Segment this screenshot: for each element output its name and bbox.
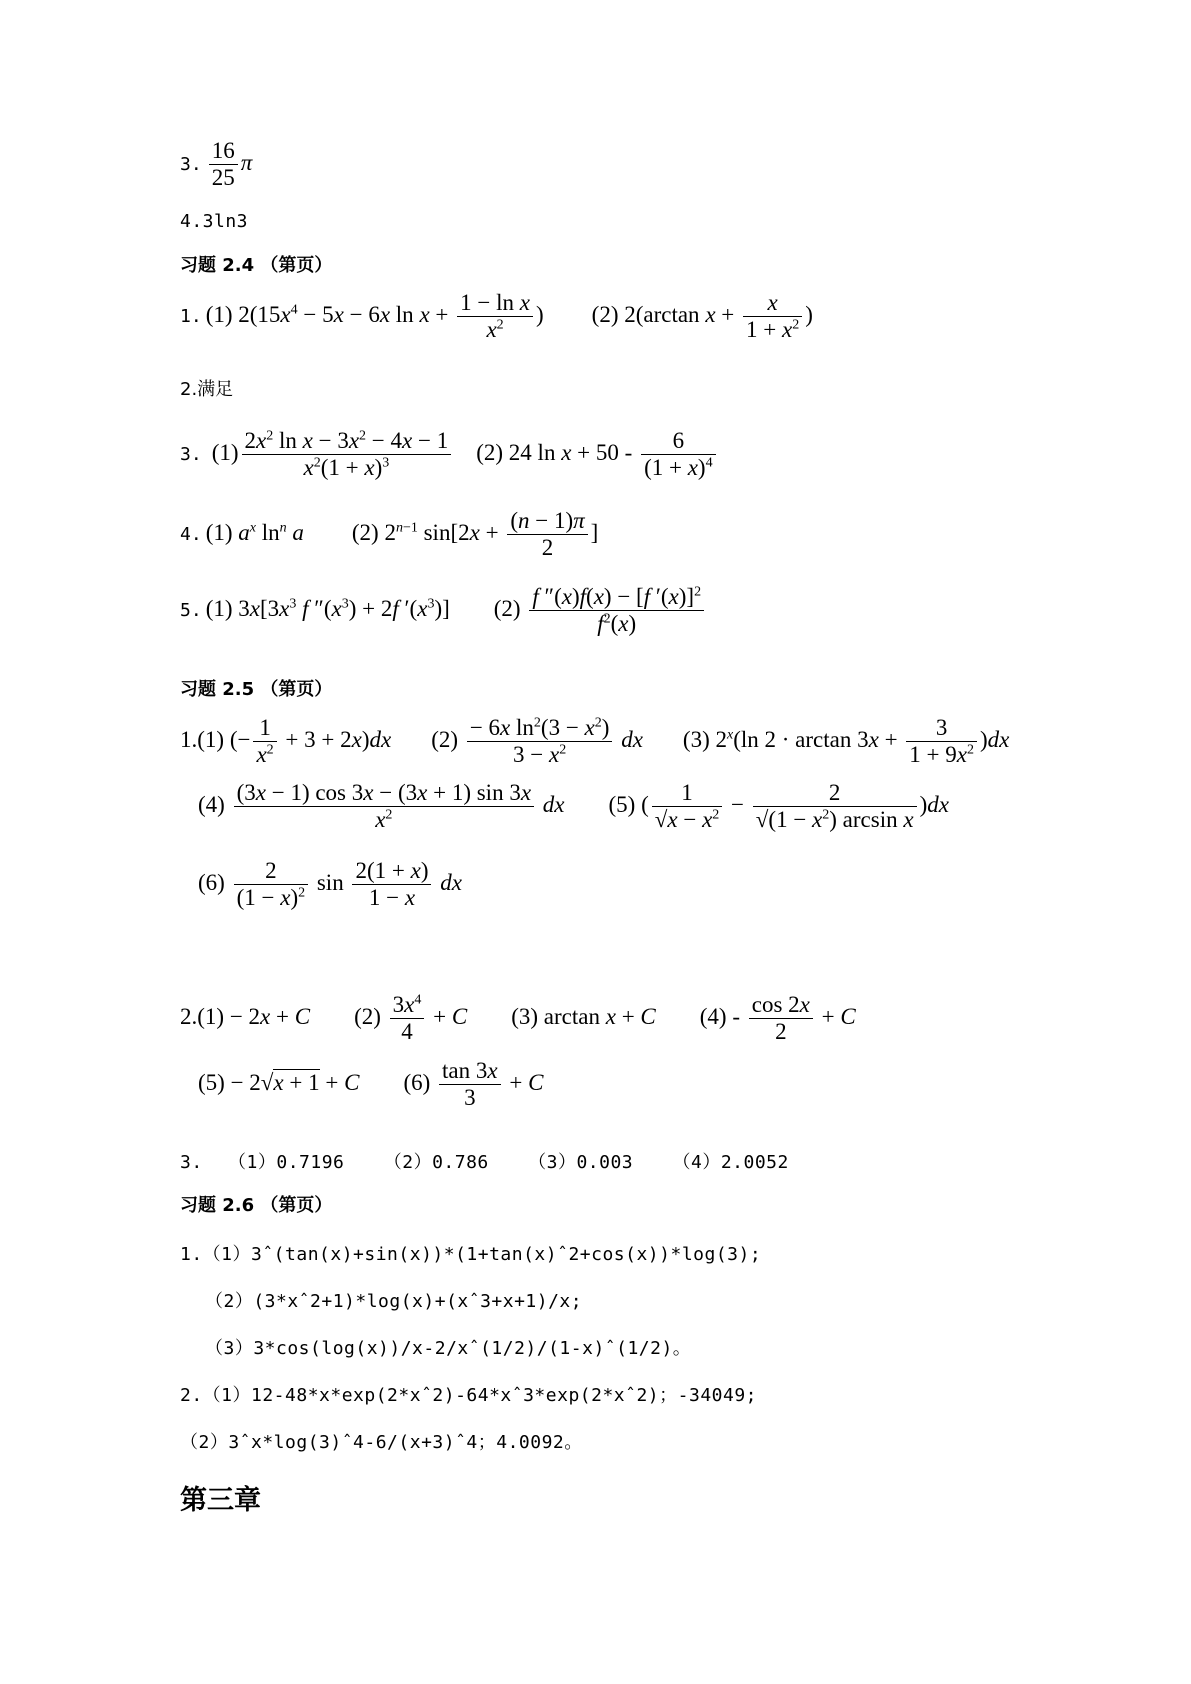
item-3 [180, 138, 252, 192]
item-4: 4.3ln3 [180, 211, 249, 232]
ex-2-5-q3-part1: （1）0.7196 [228, 1152, 345, 1173]
ex-2-5-q3-part3: （3）0.003 [528, 1152, 634, 1173]
ex-2-5-q2-part5: (5) − 2√x + 1 + C [198, 1070, 360, 1096]
ex-2-5-q2-part4: (4) - $\frac{\cos 2x}{2}$ + C [699, 992, 856, 1045]
section-heading-2-5: 习题 2.5 （第页） [180, 679, 333, 700]
ex-2-5-q1-row3 [198, 858, 462, 912]
ex-2-4-q1 [180, 290, 813, 344]
ex-2-6-q2-line2: （2）3ˆx*log(3)ˆ4-6/(x+3)ˆ4；4.0092。 [180, 1432, 583, 1453]
ex-2-5-q3-number: 3. [180, 1152, 203, 1173]
ex-2-4-q3-number: 3. [180, 444, 202, 466]
ex-2-6-q1-line3: （3）3*cos(log(x))/x-2/xˆ(1/2)/(1-x)ˆ(1/2)。 [205, 1338, 692, 1359]
ex-2-4-q4-part1: (1) $a^x$ $\ln^n a$ [205, 520, 304, 546]
ex-2-4-q3-part1: (1) $\frac{2x^2 \ln x - 3x^2 - 4x - 1}{x^2(1 + x)^3}$ [212, 440, 455, 465]
ex-2-4-q2: 2.满足 [180, 379, 234, 400]
ex-2-5-q2-part6: (6) $\frac{\tan 3x}{3}$ + C [403, 1058, 544, 1111]
ex-2-5-q1-part4: (4) $\frac{(3x - 1) \cos 3x - (3x + 1) \sin 3x}{x^2}$ dx [198, 780, 565, 833]
ex-2-4-q5-part1: (1) $3x[3x^3$ f $''(x^3) + 2f$ $'(x^3)$] [205, 596, 450, 622]
ex-2-4-q4 [180, 508, 598, 562]
ex-2-5-q2-part2: (2) $\frac{3x^4}{4}$ + C [354, 992, 468, 1045]
ex-2-4-q3 [180, 428, 719, 482]
ex-2-4-q3-part2: (2) 24 ln x + 50 - $\frac{6}{(1 + x)^4}$ [476, 440, 718, 465]
ex-2-5-q1-part2: (2) $\frac{- 6x \ln^2(3 - x^2)}{3 - x^2}$ dx [431, 715, 643, 768]
ex-2-4-q5-number: 5. [180, 600, 202, 622]
ex-2-5-q1-row1 [180, 715, 1009, 769]
item-3-number: 3. [180, 154, 202, 176]
section-heading-2-6: 习题 2.6 （第页） [180, 1195, 333, 1216]
ex-2-5-q3 [180, 1148, 789, 1174]
ex-2-4-q5 [180, 584, 707, 638]
ex-2-6-q2-line1: 2.（1）12-48*x*exp(2*xˆ2)-64*xˆ3*exp(2*xˆ2)；-34049; [180, 1385, 757, 1406]
ex-2-4-q4-part2: (2) $2^{n-1}$ sin[2x + $\frac{(n - 1)\pi}{2}$ ] [351, 508, 599, 561]
ex-2-5-q1-part3: (3) 2$^x$(ln 2 · arctan 3x + $\frac{3}{1 + 9x^2}$ )dx [682, 715, 1010, 768]
ex-2-5-q1-part5: (5) ( $\frac{1}{√x - x^2}$ − $\frac{2}{√(1 - x^2) \arcsin x}$ )dx [608, 780, 949, 833]
ex-2-5-q1-part1: 1.(1) (− $\frac{1}{x^2}$ + 3 + 2x)dx [180, 715, 392, 768]
ex-2-5-q2-row2 [198, 1058, 543, 1112]
ex-2-6-q1-line1: 1.（1）3ˆ(tan(x)+sin(x))*(1+tan(x)ˆ2+cos(x))*log(3); [180, 1244, 762, 1265]
ex-2-4-q5-part2: (2) $\frac{f ''(x)f(x) - [f '(x)]^2}{f^2(x)}$ [494, 596, 707, 621]
item-3-formula: $\frac{16}{25}$ π [206, 150, 253, 175]
ex-2-5-q3-part2: （2）0.786 [383, 1152, 489, 1173]
ex-2-4-q1-part2: (2) 2(arctan x + $\frac{x}{1 + x^2}$ ) [591, 290, 813, 343]
ex-2-5-q2-part3: (3) arctan x + C [511, 1004, 656, 1030]
ex-2-4-q1-part1: (1) $2(15x^4 - 5x - 6x$ ln x + $\frac{\text{1 − ln x}}{x^2}$ ) [205, 290, 544, 343]
ex-2-5-q3-part4: （4）2.0052 [672, 1152, 789, 1173]
ex-2-5-q1-part6: (6) $\frac{2}{(1 - x)^2}$ sin $\frac{2(1 + x)}{1 - x}$ dx [198, 858, 462, 911]
ex-2-5-q1-row2 [198, 780, 949, 834]
chapter-title: 第三章 [180, 1485, 261, 1516]
ex-2-6-q1-line2: （2）(3*xˆ2+1)*log(x)+(xˆ3+x+1)/x; [205, 1291, 583, 1312]
ex-2-4-q1-number: 1. [180, 306, 202, 328]
ex-2-5-q2-part1: 2.(1) − 2x + C [180, 1004, 311, 1030]
section-heading-2-4: 习题 2.4 （第页） [180, 255, 333, 276]
ex-2-4-q4-number: 4. [180, 524, 202, 546]
ex-2-5-q2-row1 [180, 992, 856, 1046]
